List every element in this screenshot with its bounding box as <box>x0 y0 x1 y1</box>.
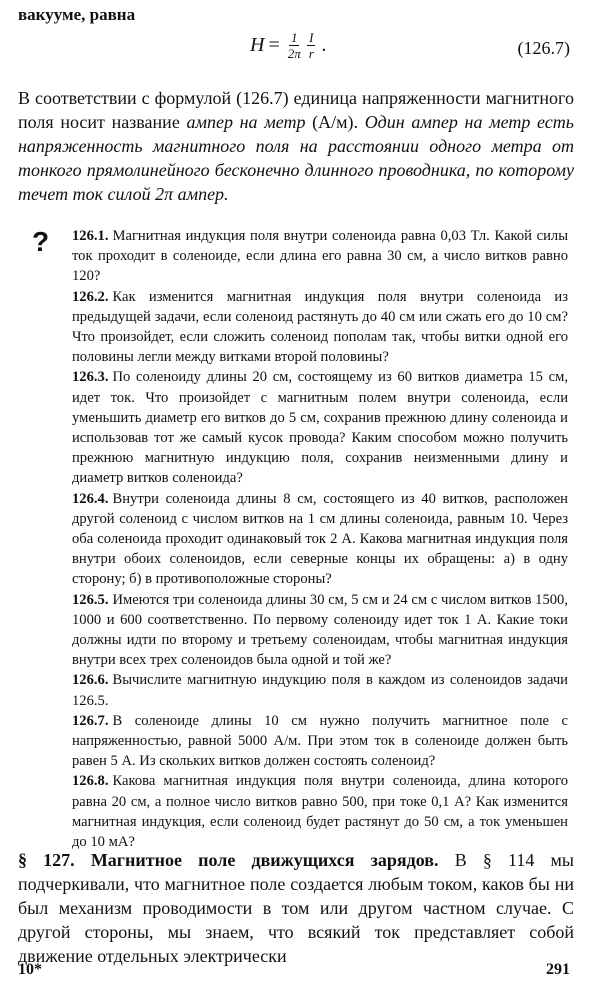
formula-equals: = <box>268 34 280 56</box>
fraction-2-denominator: r <box>308 46 314 61</box>
fraction-1-denominator: 2π <box>287 46 301 61</box>
problem-item <box>72 711 568 772</box>
page-number: 291 <box>546 961 570 978</box>
problem-text: Вычислите магнитную индукцию поля в каждом из соленоидов задачи 126.5. <box>72 672 568 709</box>
problem-item <box>72 590 568 671</box>
definition-statement: Один ампер на метр есть напряженность магнитного поля на расстоянии одного метра от тонкого прямолинейного бесконечно длинного проводника, по которому течет ток силой 2π ампер. <box>18 112 574 204</box>
formula-fraction-1 <box>286 30 303 61</box>
problem-item <box>72 287 568 368</box>
section-title: § 127. Магнитное поле движущихся зарядов. <box>18 850 439 870</box>
problem-number: 126.6. <box>72 672 109 689</box>
fraction-2-numerator: I <box>309 30 314 45</box>
problems-list <box>72 226 568 852</box>
problem-item <box>72 771 568 852</box>
definition-paragraph <box>18 86 574 206</box>
problem-item <box>72 367 568 488</box>
problem-item <box>72 489 568 590</box>
problem-text: Имеются три соленоида длины 30 см, 5 см и 24 см с числом витков 1500, 1000 и 600 соответственно. По первому соленоиду идет ток 1 А. Какие токи должны идти по второму и третьему соленоидам, чтобы магнитная индукция внутри всех трех соленоидов была одной и той же? <box>72 591 568 669</box>
problem-text: Магнитная индукция поля внутри соленоида равна 0,03 Тл. Какой силы ток проходит в соленоиде, если длина его равна 30 см, а число витков равно 120? <box>72 228 568 285</box>
definition-text-2: (А/м). <box>305 112 365 132</box>
problem-number: 126.7. <box>72 712 109 729</box>
definition-term: ампер на метр <box>186 112 306 132</box>
problem-number: 126.4. <box>72 490 109 507</box>
problem-item <box>72 670 568 710</box>
problem-number: 126.1. <box>72 228 109 244</box>
formula-fraction-2 <box>307 30 316 61</box>
fraction-1-numerator: 1 <box>290 30 298 45</box>
question-mark-icon: ? <box>32 226 50 257</box>
problem-item <box>72 226 568 287</box>
problem-text: Какова магнитная индукция поля внутри соленоида, длина которого равна 20 см, а полное число витков равно 500, при токе 0,1 А? Как изменится магнитная индукция, если соленоид будет растянут до 50 см, а ток уменьшен до 10 мА? <box>72 773 568 851</box>
intro-text: вакууме, равна <box>18 5 136 24</box>
formula-end: . <box>321 34 327 56</box>
formula <box>250 30 327 61</box>
equation-number: (126.7) <box>517 38 570 58</box>
signature-mark: 10* <box>18 961 42 978</box>
section-127 <box>18 848 574 968</box>
problem-number: 126.3. <box>72 369 109 386</box>
problem-text: В соленоиде длины 10 см нужно получить магнитное поле с напряженностью, равной 5000 А/м. При этом ток в соленоиде должен быть равен 5 А. Из скольких витков должен состоять соленоид? <box>72 712 568 770</box>
problem-number: 126.5. <box>72 591 109 608</box>
formula-lhs: H <box>250 34 265 56</box>
problem-text: Как изменится магнитная индукция поля внутри соленоида из предыдущей задачи, если соленоид растянуть до 40 см или сжать его до 10 см? Что произойдет, если сложить соленоид пополам так, чтобы витки одной его половины легли между витками второй половины? <box>72 288 568 366</box>
problem-text: По соленоиду длины 20 см, состоящему из 60 витков диаметра 15 см, идет ток. Что произойдет с магнитным полем внутри соленоида, если уменьшить диаметр его витков до 5 см, сохранив прежнюю длину соленоида и использовав тот же самый кусок провода? Каким способом можно получить прежнюю магнитную индукцию поля, сохранив неизменными длину и диаметр витков соленоида? <box>72 369 568 487</box>
definition-text-1: В соответствии с формулой (126.7) единица напряженности магнитного поля носит название <box>18 88 574 132</box>
problem-number: 126.8. <box>72 773 109 790</box>
section-text: В § 114 мы подчеркивали, что магнитное поле создается любым током, каков бы ни был механизм проводимости в том или другом частном случае. С другой стороны, мы знаем, что всякий ток представляет собой движение отдельных электрически <box>18 850 574 966</box>
problem-text: Внутри соленоида длины 8 см, состоящего из 40 витков, расположен другой соленоид с числом витков на 1 см длины соленоида, равным 10. Через оба соленоида проходит одинаковый ток 2 А. Какова магнитная индукция поля внутри обоих соленоидов, если северные концы их обращены: а) в одну сторону; б) в противоположные стороны? <box>72 490 568 588</box>
problem-number: 126.2. <box>72 288 109 305</box>
